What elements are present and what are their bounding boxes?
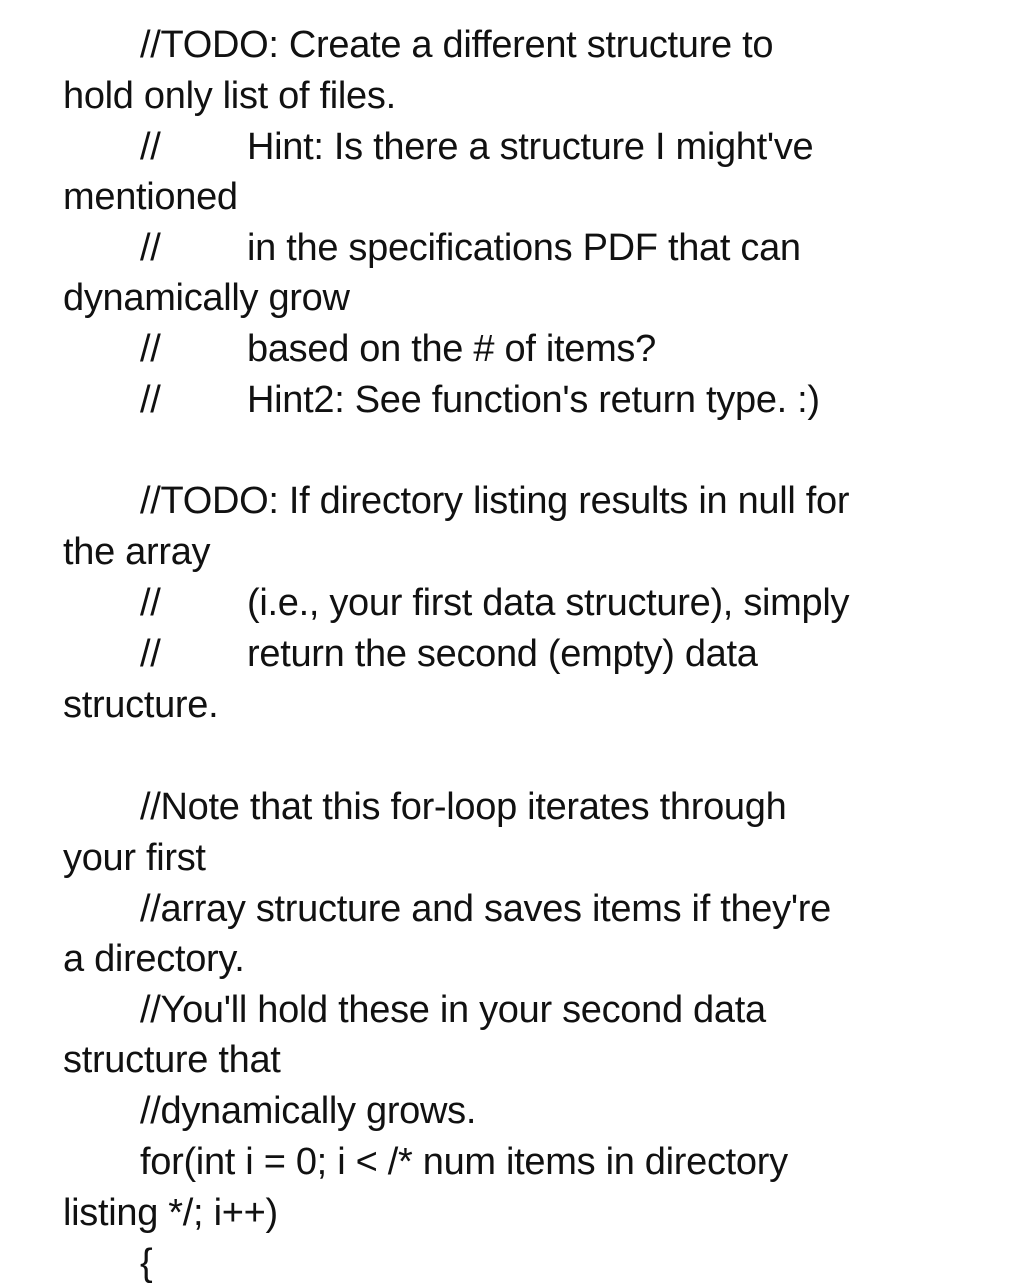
comment-line: //You'll hold these in your second data	[140, 989, 766, 1031]
text-line: a directory.	[63, 938, 245, 980]
text-line: dynamically grow	[63, 277, 350, 319]
text-line: mentioned	[63, 176, 238, 218]
comment-line: //array structure and saves items if they're	[140, 888, 831, 930]
text-line: your first	[63, 837, 206, 879]
text-line: structure.	[63, 684, 219, 726]
comment-slash: //	[140, 582, 161, 624]
hint-line: Hint: Is there a structure I might've	[247, 126, 814, 168]
todo-line: //TODO: Create a different structure to	[140, 24, 774, 66]
code-line: listing */; i++)	[63, 1192, 278, 1234]
comment-slash: //	[140, 633, 161, 675]
code-brace: {	[140, 1242, 153, 1284]
hint-line: in the specifications PDF that can	[247, 227, 801, 269]
hint-line: (i.e., your first data structure), simply	[247, 582, 850, 624]
comment-slash: //	[140, 227, 161, 269]
hint-line: return the second (empty) data	[247, 633, 758, 675]
todo-line: //TODO: If directory listing results in null for	[140, 480, 850, 522]
text-line: the array	[63, 531, 211, 573]
text-line: hold only list of files.	[63, 75, 396, 117]
hint-line: based on the # of items?	[247, 328, 656, 370]
hint-line: Hint2: See function's return type. :)	[247, 379, 820, 421]
comment-slash: //	[140, 126, 161, 168]
text-line: structure that	[63, 1039, 281, 1081]
comment-slash: //	[140, 379, 161, 421]
comment-slash: //	[140, 328, 161, 370]
code-line: for(int i = 0; i < /* num items in directory	[140, 1141, 788, 1183]
comment-line: //dynamically grows.	[140, 1090, 477, 1132]
note-line: //Note that this for-loop iterates through	[140, 786, 787, 828]
